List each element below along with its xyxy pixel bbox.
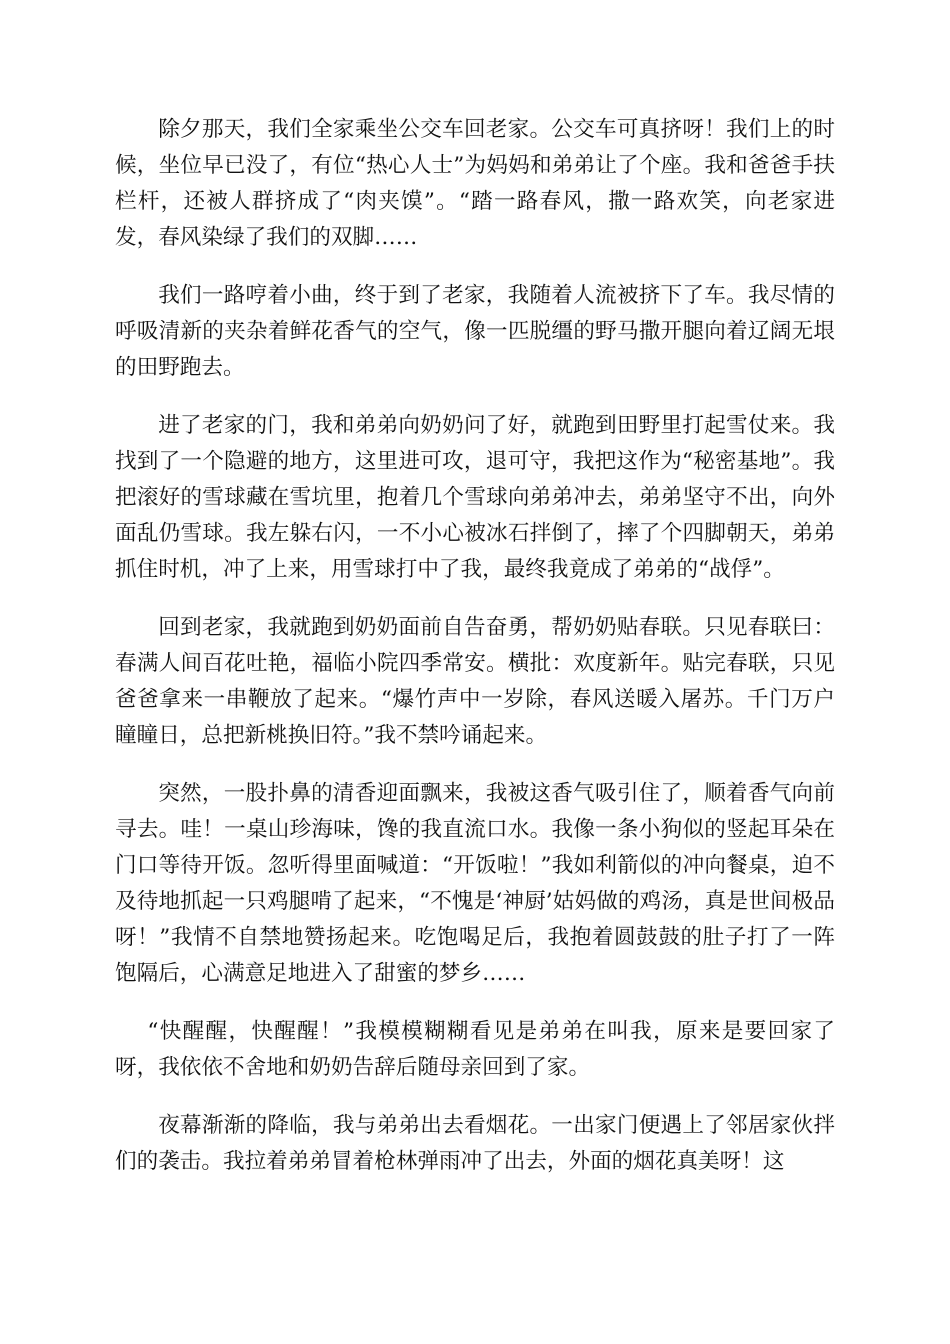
paragraph-7: 夜幕渐渐的降临，我与弟弟出去看烟花。一出家门便遇上了邻居家伙拌们的袭击。我拉着弟弟冒着枪林弹雨冲了出去，外面的烟花真美呀！这 [115,1113,835,1174]
paragraph-6: “快醒醒，快醒醒！”我模模糊糊看见是弟弟在叫我，原来是要回家了呀，我依依不舍地和奶奶告辞后随母亲回到了家。 [115,1019,835,1080]
paragraph-3: 进了老家的门，我和弟弟向奶奶问了好，就跑到田野里打起雪仗来。我找到了一个隐避的地方，这里进可攻，退可守，我把这作为“秘密基地”。我把滚好的雪球藏在雪坑里，抱着几个雪球向弟弟冲去，弟弟坚守不出，向外面乱仍雪球。我左躲右闪，一不小心被冰石拌倒了，摔了个四脚朝天，弟弟抓住时机，冲了上来，用雪球打中了我，最终我竟成了弟弟的“战俘”。 [115,413,835,582]
paragraph-1: 除夕那天，我们全家乘坐公交车回老家。公交车可真挤呀！我们上的时候，坐位早已没了，有位“热心人士”为妈妈和弟弟让了个座。我和爸爸手扶栏杆，还被人群挤成了“肉夹馍”。“踏一路春风，撒一路欢笑，向老家进发，春风染绿了我们的双脚…… [115,117,835,250]
paragraph-5: 突然，一股扑鼻的清香迎面飘来，我被这香气吸引住了，顺着香气向前寻去。哇！一桌山珍海味，馋的我直流口水。我像一条小狗似的竖起耳朵在门口等待开饭。忽听得里面喊道：“开饭啦！”我如利箭似的冲向餐桌，迫不及待地抓起一只鸡腿啃了起来，“不愧是‘神厨’姑妈做的鸡汤，真是世间极品呀！”我情不自禁地赞扬起来。吃饱喝足后，我抱着圆鼓鼓的肚子打了一阵饱隔后，心满意足地进入了甜蜜的梦乡…… [115,781,835,986]
document-body [115,112,835,1202]
paragraph-2: 我们一路哼着小曲，终于到了老家，我随着人流被挤下了车。我尽情的呼吸清新的夹杂着鲜花香气的空气，像一匹脱缰的野马撒开腿向着辽阔无垠的田野跑去。 [115,283,835,380]
paragraph-4: 回到老家，我就跑到奶奶面前自告奋勇，帮奶奶贴春联。只见春联曰：春满人间百花吐艳，福临小院四季常安。横批：欢度新年。贴完春联，只见爸爸拿来一串鞭放了起来。“爆竹声中一岁除，春风送暖入屠苏。千门万户瞳瞳日，总把新桃换旧符。”我不禁吟诵起来。 [115,615,835,748]
